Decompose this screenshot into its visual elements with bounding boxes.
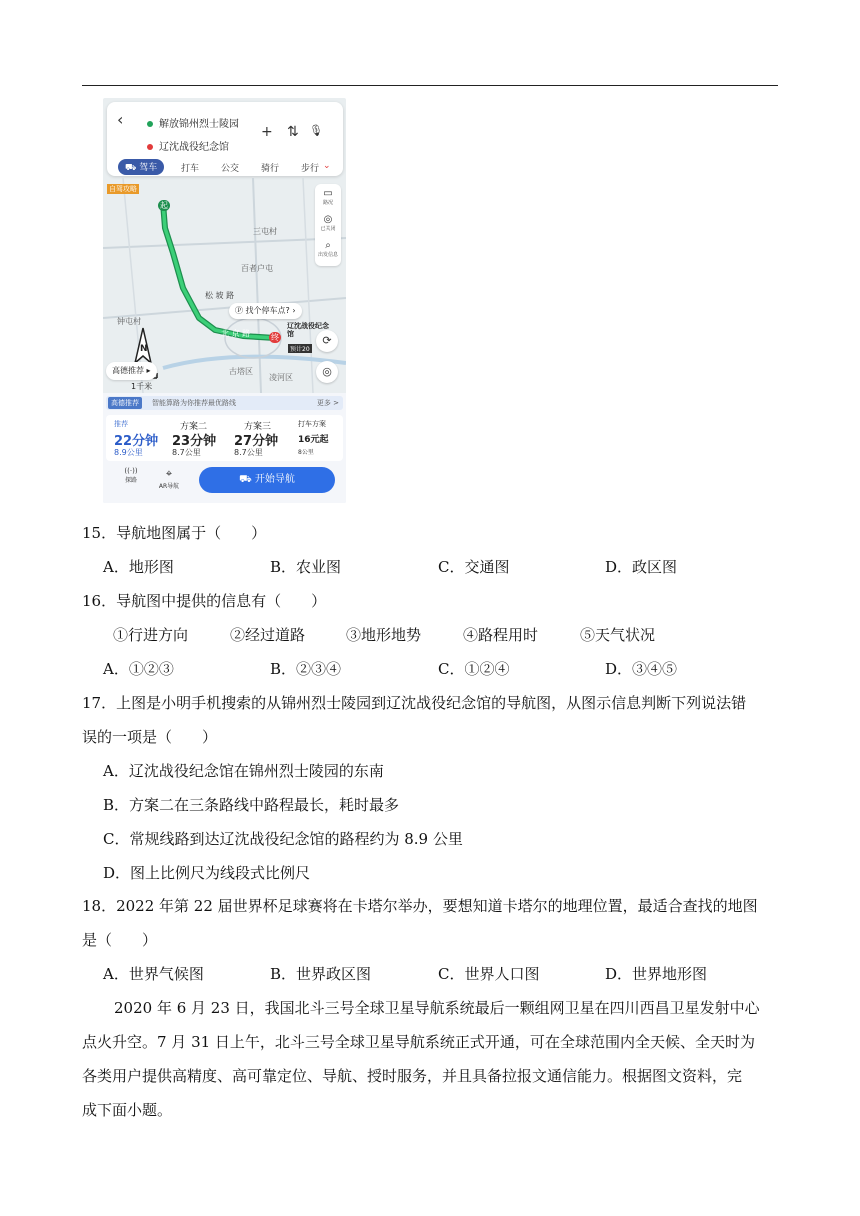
q16-option-d: D．③④⑤ bbox=[605, 660, 678, 678]
route-search-box bbox=[107, 102, 343, 176]
ar-icon: ⌖ bbox=[165, 467, 173, 480]
swap-icon[interactable]: ⇅ bbox=[287, 124, 307, 140]
recommend-tag: 高德推荐 bbox=[108, 397, 142, 409]
back-icon[interactable]: ‹ bbox=[117, 110, 124, 129]
plan-card-taxi[interactable]: 打车方案 16元起 8公里 bbox=[298, 420, 329, 456]
eta-label: 预计20 bbox=[290, 346, 310, 353]
q17-stem-line-1: 17．上图是小明手机搜索的从锦州烈士陵园到辽沈战役纪念馆的导航图，从图示信息判断下列说法错 bbox=[82, 694, 747, 712]
map-label-sanhe: 三屯村 bbox=[253, 227, 277, 236]
q18-option-b: B．世界政区图 bbox=[270, 965, 372, 983]
microphone-icon[interactable]: 🎙 bbox=[309, 124, 331, 137]
restriction-tool[interactable]: ◎ 已关闭 bbox=[315, 214, 341, 232]
tab-bike[interactable]: 骑行 bbox=[261, 164, 280, 174]
q17-option-d: D．图上比例尺为线段式比例尺 bbox=[103, 864, 311, 882]
q15-option-b: B．农业图 bbox=[270, 558, 342, 576]
scale-label: 1千米 bbox=[131, 382, 153, 391]
destination-field[interactable]: 辽沈战役纪念馆 bbox=[147, 138, 229, 153]
passage-line-4: 成下面小题。 bbox=[82, 1101, 173, 1119]
q15-option-a: A．地形图 bbox=[103, 558, 174, 576]
map-label-linghe: 凌河区 bbox=[269, 373, 293, 382]
q16-item-5: ⑤天气状况 bbox=[580, 626, 656, 644]
origin-field[interactable]: 解放锦州烈士陵园 bbox=[147, 115, 239, 130]
q18-stem-line-2: 是（ ） bbox=[82, 931, 158, 949]
q17-option-a: A．辽沈战役纪念馆在锦州烈士陵园的东南 bbox=[103, 762, 384, 780]
info-tool[interactable]: ⌕ 出发信息 bbox=[315, 240, 341, 258]
more-modes-chevron-icon[interactable]: ⌄ bbox=[323, 161, 331, 171]
recommend-text: 智能算路为你推荐最优路线 bbox=[152, 399, 236, 407]
traffic-tool[interactable]: ▭ 路况 bbox=[315, 188, 341, 206]
route-map-svg bbox=[103, 178, 346, 393]
navigation-map-screenshot bbox=[103, 98, 346, 503]
q16-option-c: C．①②④ bbox=[438, 660, 510, 678]
explore-tool[interactable]: ((·)) 探路 bbox=[118, 467, 144, 484]
q17-option-c: C．常规线路到达辽沈战役纪念馆的路程约为 8.9 公里 bbox=[103, 830, 463, 848]
q16-option-b: B．②③④ bbox=[270, 660, 342, 678]
passage-line-3: 各类用户提供高精度、高可靠定位、导航、授时服务，并且具备拉报文通信能力。根据图文资料，完 bbox=[82, 1067, 743, 1085]
ar-navigation-tool[interactable]: ⌖ AR导航 bbox=[156, 467, 182, 490]
car-icon: ⛟ bbox=[239, 474, 255, 485]
q18-stem-line-1: 18．2022 年第 22 届世界杯足球赛将在卡塔尔举办，要想知道卡塔尔的地理位置，最适合查找的地图 bbox=[82, 897, 758, 915]
q16-option-a: A．①②③ bbox=[103, 660, 174, 678]
map-label-beijing: 北 京 路 bbox=[221, 329, 251, 338]
header-rule bbox=[82, 85, 778, 86]
q15-option-d: D．政区图 bbox=[605, 558, 678, 576]
radar-icon: ((·)) bbox=[124, 467, 138, 475]
map-label-songpo: 松 坡 路 bbox=[205, 291, 235, 300]
q18-option-d: D．世界地形图 bbox=[605, 965, 708, 983]
map-label-zhongzheng: 钟屯村 bbox=[117, 317, 141, 326]
end-marker[interactable]: 终 bbox=[271, 333, 279, 342]
recommend-pill[interactable]: 高德推荐 ▸ bbox=[106, 362, 157, 380]
add-stop-icon[interactable]: + bbox=[261, 124, 281, 140]
plan-card-3[interactable]: 方案三 27分钟 8.7公里 bbox=[234, 422, 279, 457]
passage-line-1: 2020 年 6 月 23 日，我国北斗三号全球卫星导航系统最后一颗组网卫星在四川西昌卫星发射中心 bbox=[114, 999, 760, 1017]
destination-dot-icon bbox=[147, 144, 153, 150]
q17-option-b: B．方案二在三条路线中路程最长，耗时最多 bbox=[103, 796, 400, 814]
traffic-icon: ▭ bbox=[323, 188, 333, 199]
refresh-route-icon[interactable]: ⟳ bbox=[316, 330, 338, 352]
travel-mode-tabs bbox=[115, 157, 343, 177]
route-plan-panel bbox=[103, 393, 346, 503]
q15-option-c: C．交通图 bbox=[438, 558, 510, 576]
search-icon: ⌕ bbox=[325, 240, 331, 251]
find-parking-pill[interactable]: Ⓟ 找个停车点? › bbox=[229, 303, 302, 319]
parking-icon: Ⓟ bbox=[235, 306, 246, 315]
start-navigation-button[interactable]: ⛟ 开始导航 bbox=[199, 467, 335, 493]
more-link[interactable]: 更多 > bbox=[316, 399, 339, 407]
q16-item-3: ③地形地势 bbox=[346, 626, 422, 644]
q16-item-1: ①行进方向 bbox=[113, 626, 189, 644]
q16-stem: 16．导航图中提供的信息有（ ） bbox=[82, 592, 327, 610]
q16-item-4: ④路程用时 bbox=[463, 626, 539, 644]
map-side-tools bbox=[315, 184, 341, 266]
plan-card-recommended[interactable]: 推荐 22分钟 8.9公里 bbox=[114, 420, 159, 457]
plan-card-2[interactable]: 方案二 23分钟 8.7公里 bbox=[172, 422, 217, 457]
north-label: N bbox=[140, 344, 148, 354]
tab-walk[interactable]: 步行 bbox=[301, 164, 320, 174]
route-plans bbox=[106, 415, 343, 461]
guide-badge[interactable]: 自驾攻略 bbox=[109, 185, 137, 193]
tab-drive[interactable]: ⛟ 驾车 bbox=[118, 159, 164, 175]
map-canvas[interactable] bbox=[103, 178, 346, 393]
q18-option-c: C．世界人口图 bbox=[438, 965, 540, 983]
locate-icon[interactable]: ◎ bbox=[316, 361, 338, 383]
map-label-guta: 古塔区 bbox=[229, 367, 253, 376]
bottom-actions bbox=[106, 465, 343, 499]
origin-dot-icon bbox=[147, 121, 153, 127]
q18-option-a: A．世界气候图 bbox=[103, 965, 204, 983]
recommend-bar[interactable] bbox=[106, 396, 343, 410]
car-icon: ⛟ bbox=[125, 163, 140, 173]
restriction-icon: ◎ bbox=[323, 214, 333, 225]
q15-stem: 15．导航地图属于（ ） bbox=[82, 524, 267, 542]
q16-item-2: ②经过道路 bbox=[230, 626, 306, 644]
tab-bus[interactable]: 公交 bbox=[221, 164, 240, 174]
map-label-baize: 百者户屯 bbox=[241, 264, 273, 273]
start-marker[interactable]: 起 bbox=[160, 201, 168, 210]
passage-line-2: 点火升空。7 月 31 日上午，北斗三号全球卫星导航系统正式开通，可在全球范围内全天候、全天时为 bbox=[82, 1033, 755, 1051]
tab-taxi[interactable]: 打车 bbox=[181, 164, 200, 174]
destination-map-label: 辽沈战役纪念 馆 bbox=[287, 322, 329, 338]
q17-stem-line-2: 误的一项是（ ） bbox=[82, 728, 218, 746]
